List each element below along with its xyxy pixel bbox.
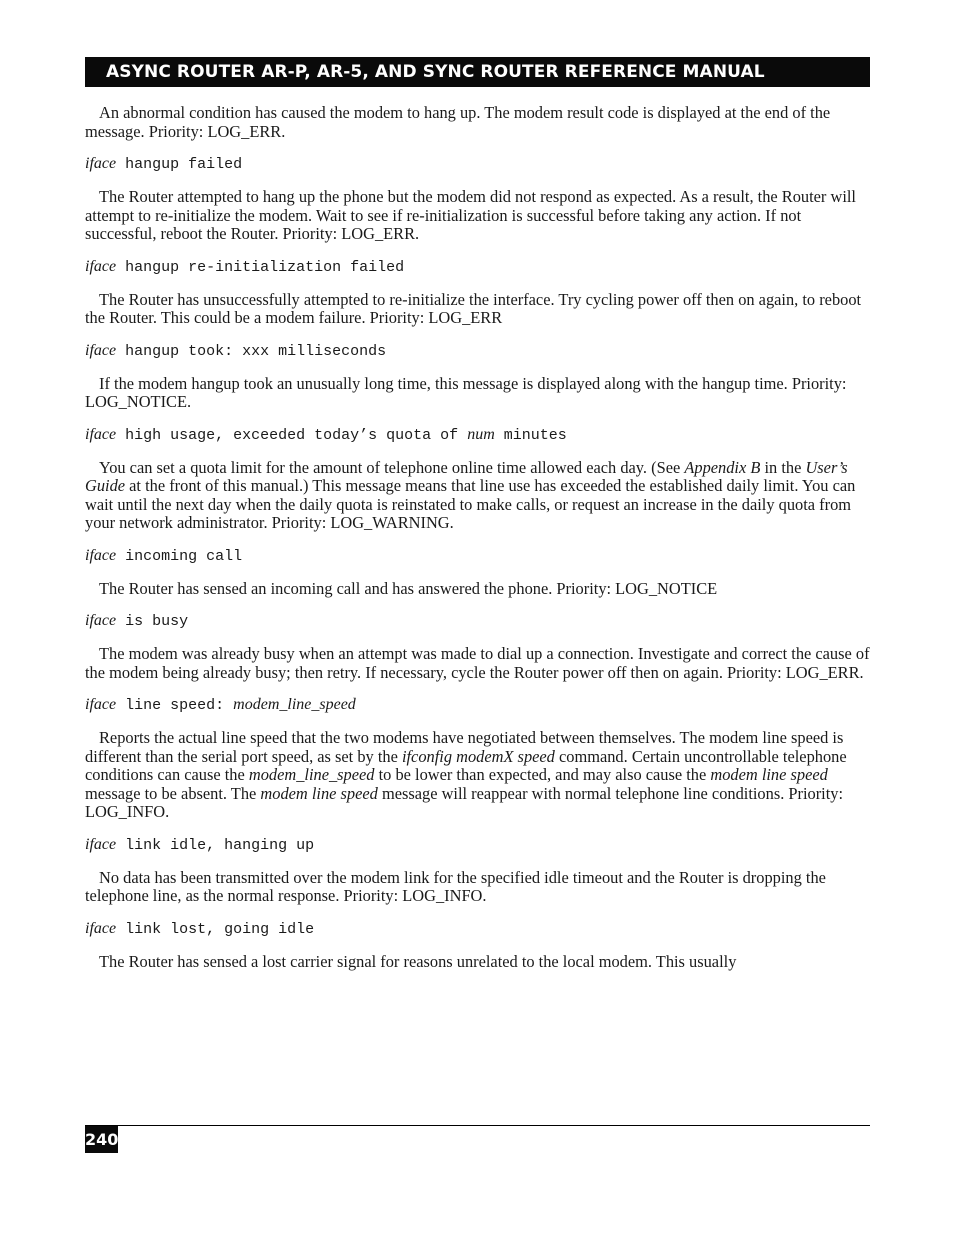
log-message [85,920,870,939]
message-text: hangup took: xxx milliseconds [125,342,387,360]
message-reference: modem line speed [260,783,378,803]
log-message [85,696,870,715]
iface-variable: iface [85,696,117,713]
log-message [85,342,870,361]
iface-variable: iface [85,425,117,443]
message-text: link lost, going idle [125,920,315,938]
entry-description: The Router has sensed an incoming call and has answered the phone. Priority: LOG_NOTICE [99,578,718,598]
message-text: hangup failed [125,156,243,173]
log-message [85,426,870,445]
entry-description: Reports the actual line speed that the two modems have negotiated between themselves. The modem line speed is different than the serial port speed, as set by the ifconfig modemX speed command. Certain uncontrollable telephone conditions can cause the modem_line_speed to be lower than expected, and may also cause the modem line speed message to be absent. The modem line speed message will reappear with normal telephone line conditions. Priority: LOG_INFO. [85,728,847,821]
log-message [85,547,870,566]
entry-description: If the modem hangup took an unusually long time, this message is displayed along with the hangup time. Priority: LOG_NOTICE. [85,373,847,411]
entry-description: The Router has unsuccessfully attempted to re-initialize the interface. Try cycling power off then on again, to reboot the Router. This could be a modem failure. Priority: LOG_ERR [85,289,862,327]
speed-variable: modem_line_speed [233,696,356,713]
document-body [85,104,870,971]
entry-description: The modem was already busy when an attempt was made to dial up a connection. Investigate and correct the cause of the modem being already busy; then retry. If necessary, cycle the Router power off then on again. Priority: LOG_ERR. [85,644,870,682]
message-text: high usage, exceeded today’s quota of [125,426,459,444]
page-number: 240 [85,1126,118,1153]
num-variable: num [467,425,495,443]
entry-description: The Router attempted to hang up the phone but the modem did not respond as expected. As a result, the Router will attempt to re-initialize the modem. Wait to see if re-initialization is successful before taking any action. If not successful, reboot the Router. Priority: LOG_ERR. [85,187,856,243]
appendix-reference: Appendix B [684,457,761,477]
iface-variable: iface [85,341,117,359]
page-header-title: ASYNC ROUTER AR-P, AR-5, AND SYNC ROUTER REFERENCE MANUAL [85,57,870,87]
command-reference: ifconfig modemX speed [401,746,555,766]
entry-description: No data has been transmitted over the modem link for the specified idle timeout and the Router is dropping the telephone line, as the normal response. Priority: LOG_INFO. [85,867,826,905]
iface-variable: iface [85,257,117,275]
iface-variable: iface [85,155,117,172]
guide-reference: User’s Guide [85,457,848,495]
log-message [85,258,870,277]
iface-variable: iface [85,612,117,629]
footer-divider [85,1125,870,1126]
message-text: incoming call [125,547,243,565]
entry-description: An abnormal condition has caused the modem to hang up. The modem result code is displayed at the end of the message. Priority: LOG_ERR. [85,103,831,141]
message-text: minutes [503,426,567,444]
message-reference: modem line speed [710,765,828,784]
log-message [85,612,870,631]
iface-variable: iface [85,919,117,937]
message-text: line speed: [125,697,225,714]
log-message [85,155,870,174]
entry-description: You can set a quota limit for the amount of telephone online time allowed each day. (See Appendix B in the User’s Guide at the front of this manual.) This message means that line use has exceeded the established daily limit. You can wait until the next day when the daily quota is reinstated to make calls, or request an increase in the daily quota from your network administrator. Priority: LOG_WARNING. [85,457,856,532]
variable-reference: modem_line_speed [248,765,375,784]
iface-variable: iface [85,546,117,564]
message-text: link idle, hanging up [125,836,315,854]
entry-description: The Router has sensed a lost carrier signal for reasons unrelated to the local modem. This usually [99,951,737,971]
iface-variable: iface [85,835,117,853]
log-message [85,836,870,855]
message-text: is busy [125,613,189,630]
message-text: hangup re-initialization failed [125,258,405,276]
